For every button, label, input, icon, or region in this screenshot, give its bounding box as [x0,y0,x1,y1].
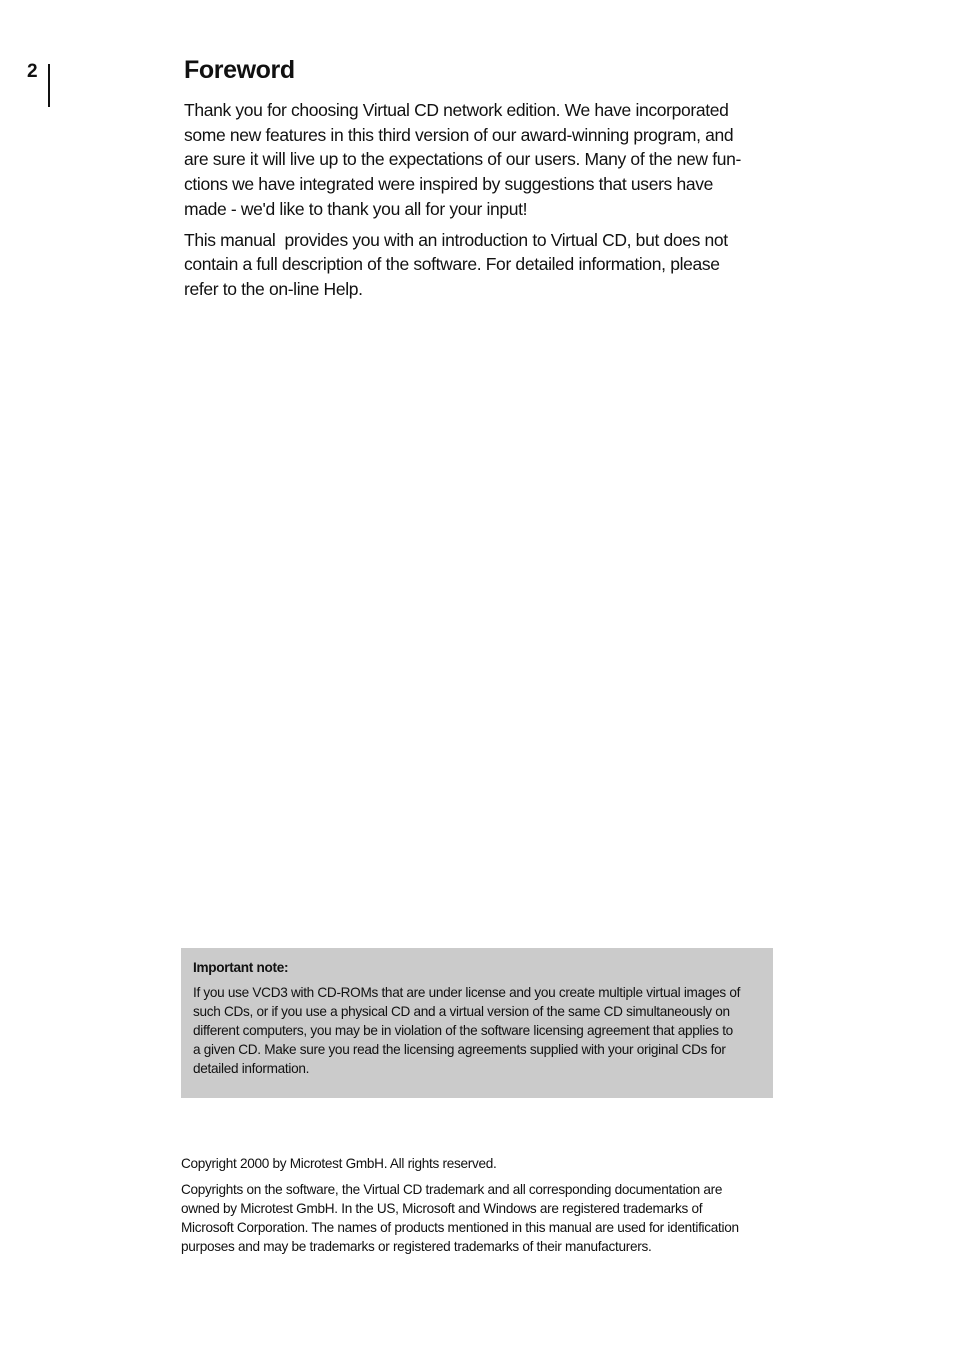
note-title: Important note: [193,960,289,975]
copyright-line: Copyright 2000 by Microtest GmbH. All rights reserved. [181,1156,497,1171]
text-line: owned by Microtest GmbH. In the US, Microsoft and Windows are registered trademarks of [181,1201,703,1216]
text-line: are sure it will live up to the expectations of our users. Many of the new fun- [184,149,741,170]
text-line: a given CD. Make sure you read the licensing agreements supplied with your original CDs for [193,1042,726,1057]
text-line: Copyrights on the software, the Virtual CD trademark and all corresponding documentation are [181,1182,723,1197]
foreword-paragraph-2 [184,228,784,302]
text-line: If you use VCD3 with CD-ROMs that are under license and you create multiple virtual images of [193,985,741,1000]
important-note-box [181,948,773,1098]
text-line: detailed information. [193,1061,310,1076]
text-line: Thank you for choosing Virtual CD network edition. We have incorporated [184,100,729,120]
foreword-paragraph-1 [184,98,784,222]
text-line: refer to the on-line Help. [184,278,363,299]
text-line: different computers, you may be in violation of the software licensing agreement that applies to [193,1023,733,1038]
copyright-section [181,1154,781,1263]
copyright-paragraph [181,1180,781,1256]
text-line: purposes and may be trademarks or registered trademarks of their manufacturers. [181,1239,652,1254]
margin-rule [48,64,50,107]
text-line: such CDs, or if you use a physical CD and a virtual version of the same CD simultaneously on [193,1004,730,1019]
page-number: 2 [27,61,38,82]
text-line: some new features in this third version of our award-winning program, and [184,124,734,145]
page-title: Foreword [184,56,295,84]
text-line: made - we'd like to thank you all for your input! [184,198,528,219]
text-line: This manual provides you with an introduction to Virtual CD, but does not [184,229,728,250]
text-line: ctions we have integrated were inspired by suggestions that users have [184,174,714,195]
text-line: Microsoft Corporation. The names of products mentioned in this manual are used for identification [181,1220,739,1235]
foreword-body [184,98,784,308]
text-line: contain a full description of the software. For detailed information, please [184,254,720,275]
note-text [193,983,761,1078]
